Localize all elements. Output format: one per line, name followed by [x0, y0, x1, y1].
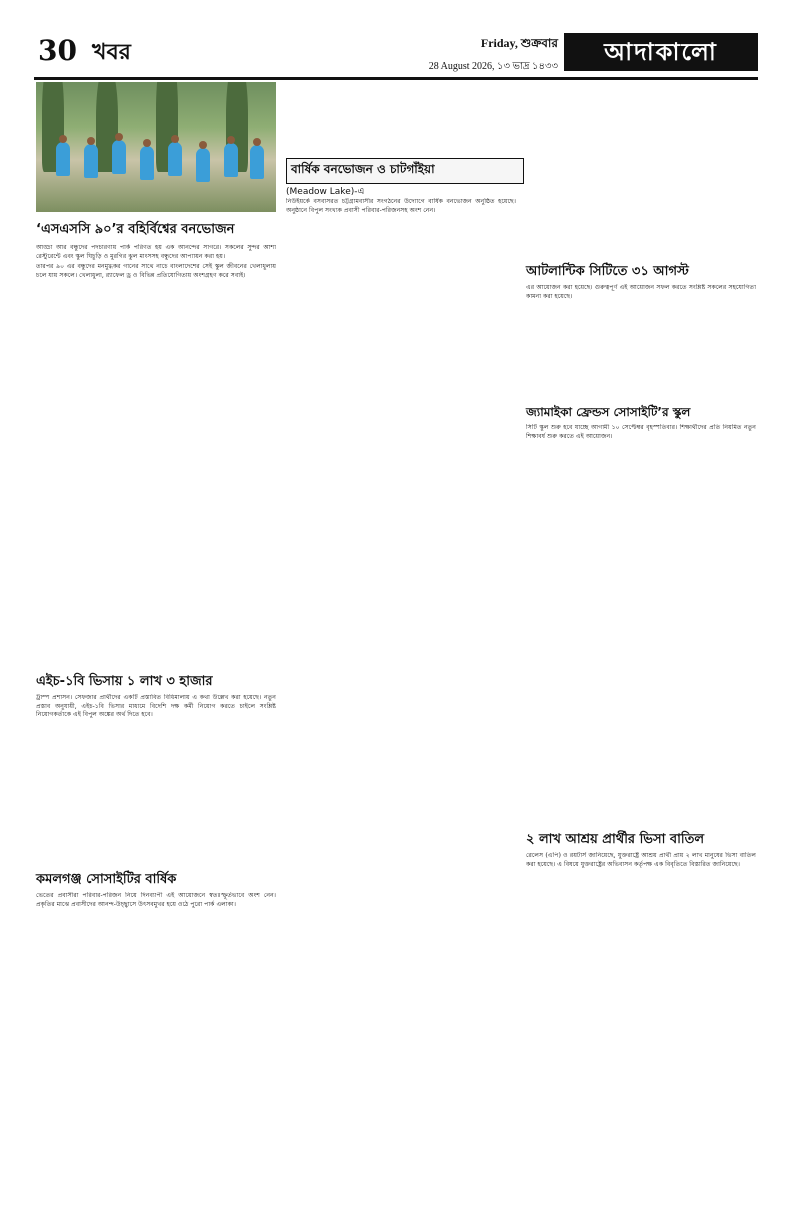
- article-paragraph: এর আয়োজন করা হয়েছে। গুরুত্বপূর্ণ এই আয়োজন সফল করতে সংশ্লিষ্ট সকলের সহযোগিতা কামনা করা হয়েছে।: [526, 284, 756, 300]
- person-head: [87, 137, 95, 145]
- masthead: [34, 33, 758, 73]
- picnic-subhead: (Meadow Lake)-এ: [286, 187, 365, 197]
- masthead-rule: [34, 77, 758, 80]
- headline-atlantic: আটলান্টিক সিটিতে ৩১ আগস্ট: [526, 264, 689, 279]
- person-head: [143, 139, 151, 147]
- person-figure: [140, 146, 154, 180]
- article-paragraph: সিটি স্কুল শুরু হবে যাচ্ছে আগামী ১০ সেপ্টেম্বর বৃহস্পতিবার। শিক্ষার্থীদের প্রতি নিয়মিত নতুন শিক্ষাবর্ষ শুরু করতে এই আয়োজন।: [526, 424, 756, 440]
- issue-date: 28 August 2026, ১৩ ভাদ্র ১৪৩৩: [428, 61, 558, 72]
- article-paragraph: আড্ডা আর বন্ধুদের পদচারণায় পার্ক পরিণত হয় এক আনন্দের সাগরে। সকলের সুন্দর আশা রেস্টুরেন্টে এবং স্কুল ঘিচুড়ি ও মুরগির ঝুল মাংসসহ বন্ধুদের আপ্যায়ন করা হয়।: [36, 244, 276, 260]
- person-figure: [84, 144, 98, 178]
- newspaper-logo: আদাকালো: [564, 33, 758, 71]
- group-photo: [36, 82, 276, 212]
- article-paragraph: নিউইয়র্কে বসবাসরত চট্টগ্রামবাসীর সংগঠনের উদ্যোগে বার্ষিক বনভোজন অনুষ্ঠিত হয়েছে। অনুষ্ঠানে বিপুল সংখ্যক প্রবাসী পরিবার-পরিজনসহ অংশ নেন।: [286, 198, 516, 214]
- article-visa-body: [36, 694, 276, 864]
- date-block: [429, 35, 558, 76]
- headline-reunion: ‘এসএসসি ৯০’র বহির্বিশ্বের বনভোজন: [36, 222, 235, 237]
- article-society-body: [36, 892, 276, 1192]
- article-paragraph: রেলেস (এপি) ও রয়টার্স জানিয়েছে, যুক্তরাষ্ট্রে আশ্রয় প্রার্থী প্রায় ২ লাখ মানুষের ভিসা বাতিল করা হয়েছে। এ বিষয়ে যুক্তরাষ্ট্রের অভিবাসন কর্তৃপক্ষ এক বিবৃতিতে বিস্তারিত জানিয়েছে।: [526, 852, 756, 868]
- person-figure: [224, 143, 238, 177]
- person-head: [199, 141, 207, 149]
- article-paragraph: ট্রাম্প প্রশাসন। সেফজার প্রার্থীদের একটি প্রস্তাবিত বিধিমালায় এ কথা উল্লেখ করা হয়েছে। নতুন প্রস্তাব অনুযায়ী, এইচ-১বি ভিসার মাধ্যমে বিদেশি দক্ষ কর্মী নিয়োগ করতে চাইলে সংশ্লিষ্ট নিয়োগকর্তাকে এই বিপুল অঙ্কের অর্থ দিতে হবে।: [36, 694, 276, 719]
- person-head: [115, 133, 123, 141]
- person-figure: [56, 142, 70, 176]
- article-jamaica-body: [526, 424, 756, 824]
- page-number: 30: [38, 34, 77, 67]
- person-head: [253, 138, 261, 146]
- article-paragraph: তারপর ৯০ এর বন্ধুদের মনমুগ্ধকর গানের সাথে নাচে বাংলাদেশের সেই স্কুল জীবনের খেলাধুলায় চলে যায় সকলে। খেলাধুলা, র‍্যাফেল ড্র ও বিভিন্ন প্রতিযোগিতায় অংশগ্রহণ করে সবাই।: [36, 263, 276, 279]
- headline-visa: এইচ-১বি ভিসায় ১ লাখ ৩ হাজার: [36, 674, 213, 689]
- headline-visa-cancel: ২ লাখ আশ্রয় প্রার্থীর ভিসা বাতিল: [526, 832, 705, 847]
- issue-day: Friday, শুক্রবার: [480, 36, 558, 50]
- article-atlantic-body: [526, 284, 756, 404]
- person-head: [171, 135, 179, 143]
- section-title: খবর: [92, 40, 131, 65]
- headline-society: কমলগঞ্জ সোসাইটির বার্ষিক: [36, 872, 177, 887]
- person-head: [227, 136, 235, 144]
- headline-picnic: বার্ষিক বনভোজন ও চাটগাঁইয়া: [286, 158, 524, 184]
- article-reunion-body: [36, 244, 276, 664]
- person-figure: [168, 142, 182, 176]
- article-visa-cancel-body: [526, 852, 756, 1192]
- headline-jamaica: জ্যামাইকা ফ্রেন্ডস সোসাইটি’র স্কুল: [526, 405, 691, 419]
- person-figure: [196, 148, 210, 182]
- person-figure: [112, 140, 126, 174]
- article-picnic-body: [286, 198, 516, 1194]
- article-paragraph: ভেতের প্রবাসীরা পরিবার-পরিজন নিয়ে দিনব্যাপী এই আয়োজনে স্বতঃস্ফূর্তভাবে অংশ নেন। প্রকৃতির মাঝে প্রবাসীদের আনন্দ-উচ্ছ্বাসে উৎসবমুখর হয়ে ওঠে পুরো পার্ক এলাকা।: [36, 892, 276, 908]
- person-figure: [250, 145, 264, 179]
- person-head: [59, 135, 67, 143]
